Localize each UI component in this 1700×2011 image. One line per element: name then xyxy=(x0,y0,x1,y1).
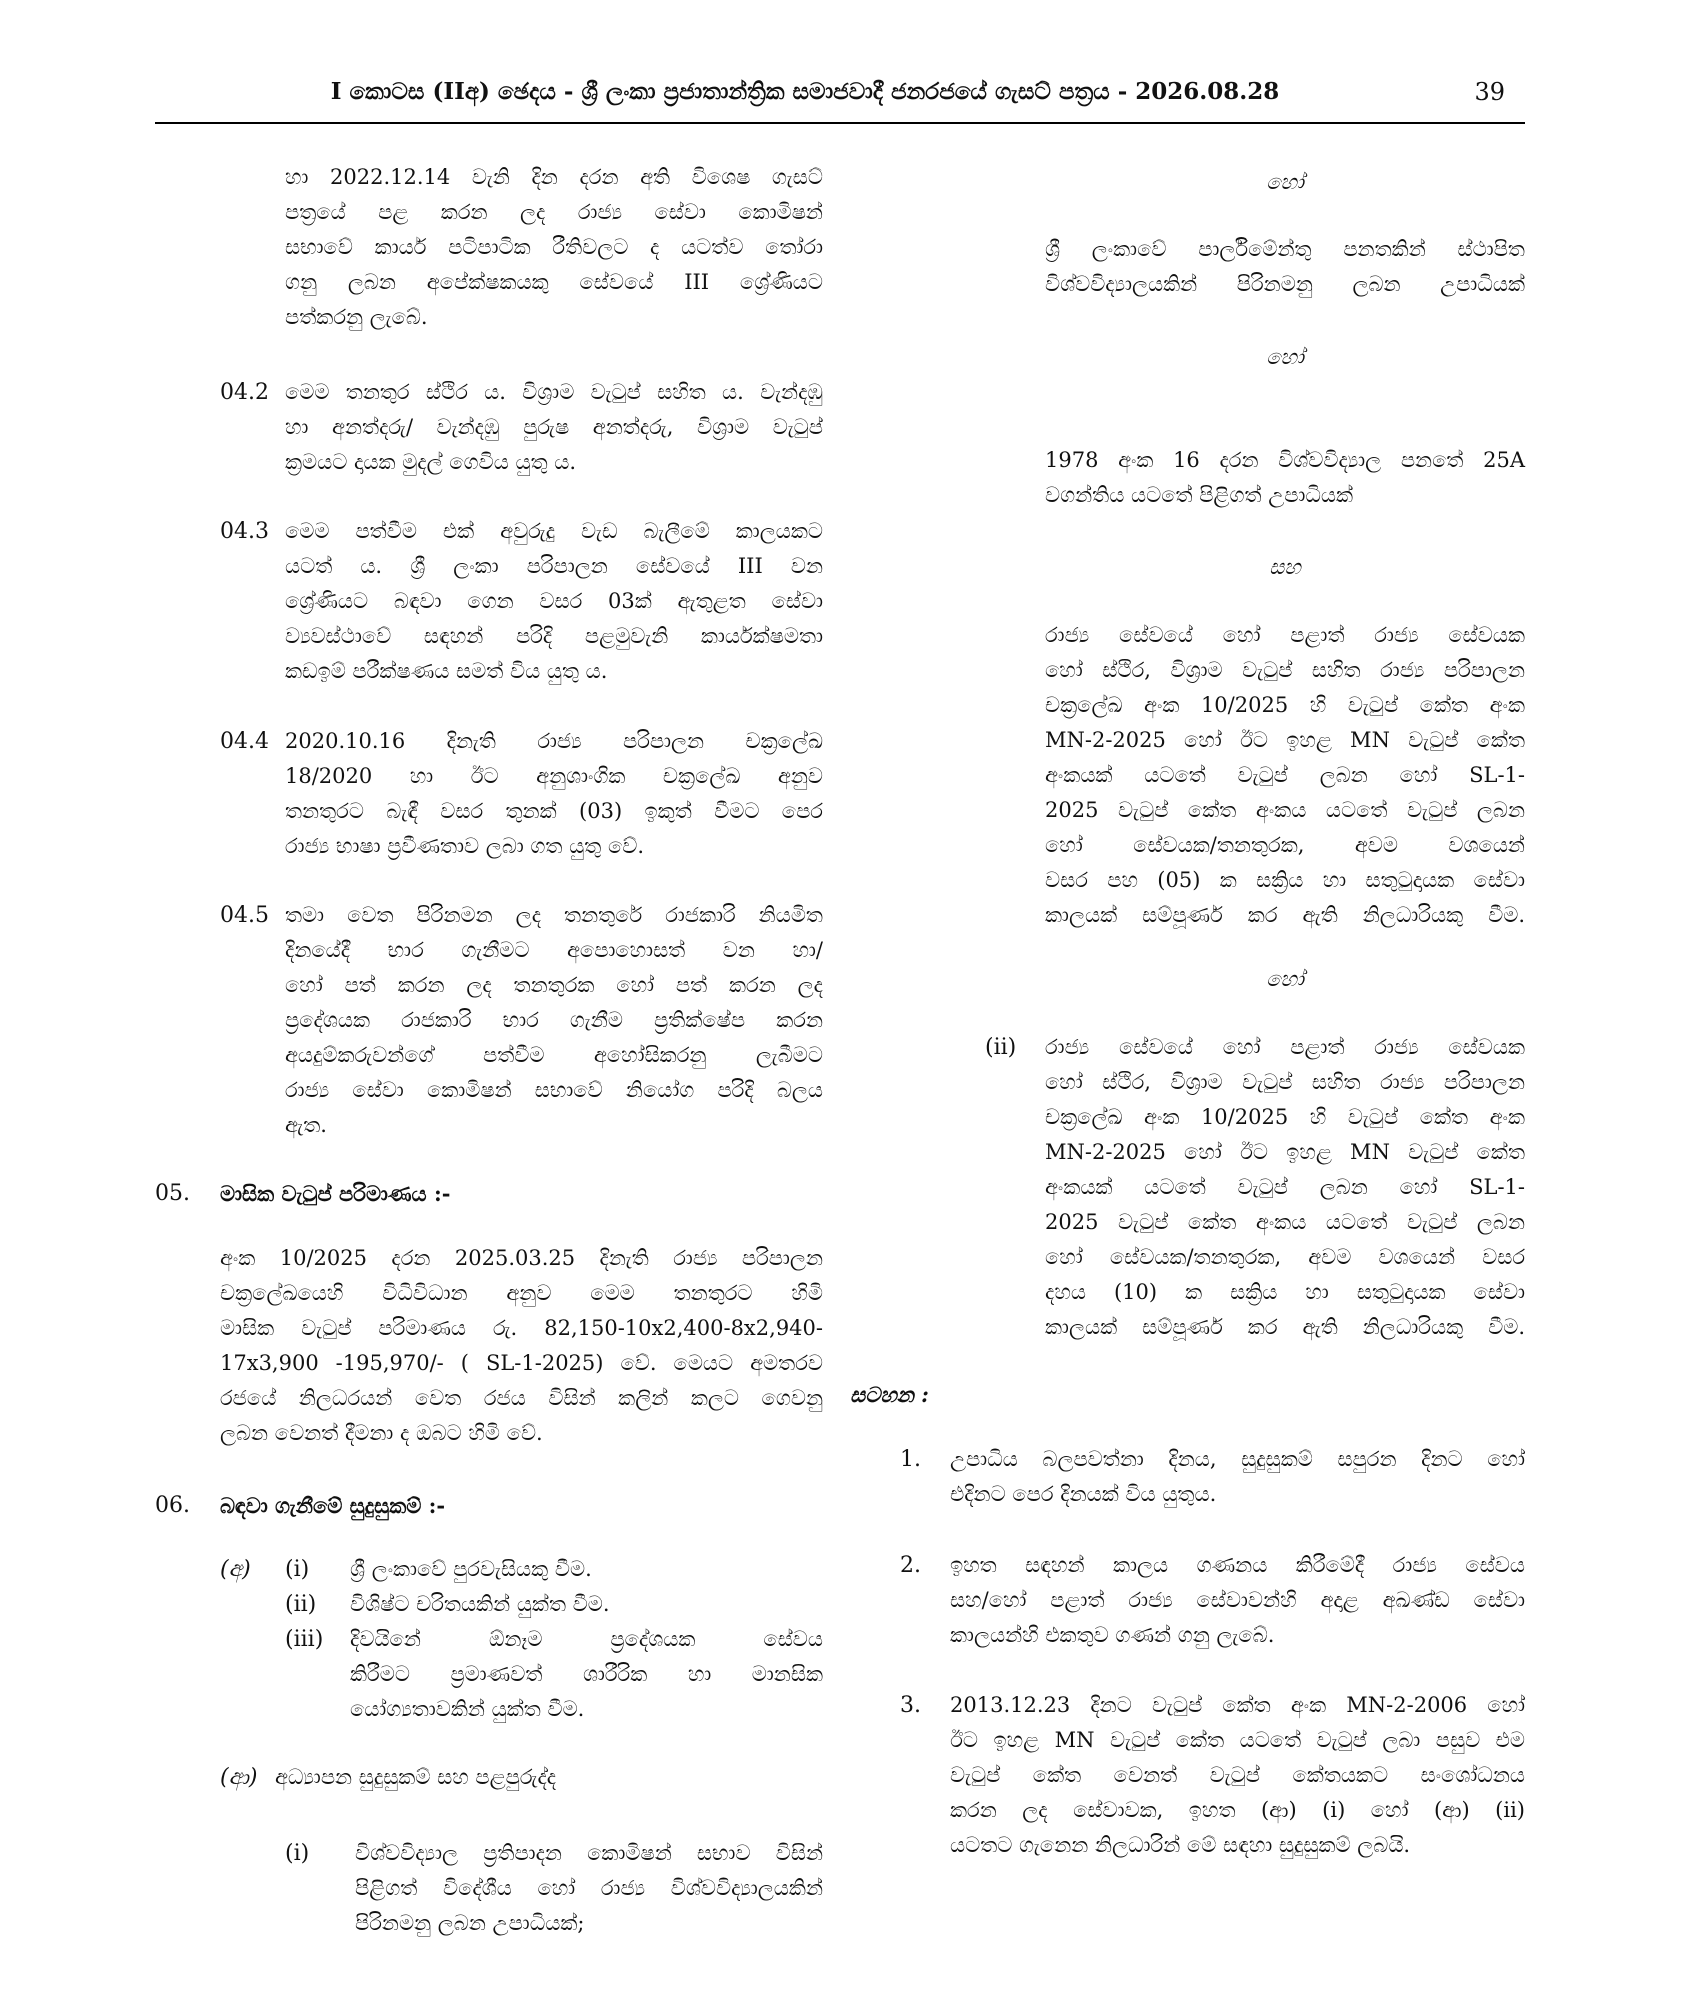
note-number: 2. xyxy=(900,1553,921,1578)
intro-paragraph xyxy=(285,160,823,335)
section-number-04-3: 04.3 xyxy=(220,519,269,544)
or-label: හෝ xyxy=(1266,170,1304,194)
section-04-4-text xyxy=(285,724,823,864)
section-04-2-text xyxy=(285,375,823,480)
text-line: අංකයක් යටතේ වැටුප් ලබන හෝ SL-1- xyxy=(1045,1175,1525,1199)
text-line: රාජ්‍ය භාෂා ප්‍රවීණතාව ලබා ගත යුතු වේ. xyxy=(285,834,645,858)
item-aa-i-text xyxy=(355,1836,823,1941)
text-line: චක්‍රලේඛ අංක 10/2025 හි වැටුප් කේත අංක xyxy=(1045,1105,1525,1129)
text-line: තනතුරට බැඳී වසර තුනක් (03) ඉකුත් වීමට පෙර xyxy=(285,799,823,823)
text-line: හෝ පත් කරන ලද තනතුරක හෝ පත් කරන ලද xyxy=(285,973,823,997)
item-a-iii-text xyxy=(350,1622,823,1727)
page-header xyxy=(155,78,1525,124)
text-line: ශ්‍රේණියට බඳවා ගෙන වසර 03ක් ඇතුළත සේවා xyxy=(285,589,823,613)
section-number-06: 06. xyxy=(155,1493,190,1518)
text-line: කරන ලද සේවාවක, ඉහත (ආ) (i) හෝ (ආ) (ii) xyxy=(950,1798,1525,1822)
section-number-04-2: 04.2 xyxy=(220,380,269,405)
text-line: පිරිනමනු ලබන උපාධියක්; xyxy=(355,1911,585,1935)
or-label: හෝ xyxy=(1266,967,1304,991)
note-number: 1. xyxy=(900,1447,921,1472)
text-line: ක්‍රමයට දායක මුදල් ගෙවිය යුතු ය. xyxy=(285,450,577,474)
section-05-text xyxy=(220,1241,823,1451)
text-line: උපාධිය බලපවත්නා දිනය, සුදුසුකම් සපුරන දිනට හෝ xyxy=(950,1447,1525,1471)
text-line: 1978 අංක 16 දරන විශ්වවිද්‍යාල පනතේ 25A xyxy=(1045,448,1525,472)
text-line: ලබන වෙනත් දීමනා ද ඔබට හිමි වේ. xyxy=(220,1421,543,1445)
act-25a-degree xyxy=(1045,443,1525,513)
text-line: තමා වෙත පිරිනමන ලද තනතුරේ රාජකාරි නියමිත xyxy=(285,903,823,927)
text-line: හෝ ස්ථිර, විශ්‍රාම වැටුප් සහිත රාජ්‍ය පරිපාලන xyxy=(1045,1070,1525,1094)
text-line: අංක 10/2025 දරන 2025.03.25 දිනැති රාජ්‍ය පරිපාලන xyxy=(220,1246,823,1270)
item-number: (ii) xyxy=(985,1035,1017,1060)
text-line: ඇත. xyxy=(285,1113,327,1137)
note-1-text xyxy=(950,1442,1525,1512)
subsection-aa-heading: අධ්‍යාපන සුදුසුකම් සහ පළපුරුද්ද xyxy=(275,1765,557,1789)
notes-label: සටහන : xyxy=(850,1382,929,1407)
text-line: කාලයක් සම්පූර්ණ කර ඇති නිලධාරියකු වීම. xyxy=(1045,1315,1525,1339)
note-number: 3. xyxy=(900,1693,921,1718)
text-line: යෝග්‍යතාවකින් යුක්ත වීම. xyxy=(350,1697,585,1721)
text-line: චක්‍රලේඛ අංක 10/2025 හි වැටුප් කේත අංක xyxy=(1045,693,1525,717)
text-line: වැටුප් කේත වෙනත් වැටුප් කේතයකට සංශෝධනය xyxy=(950,1763,1525,1787)
text-line: වසර පහ (05) ක සක්‍රිය හා සතුටුදායක සේවා xyxy=(1045,868,1525,892)
text-line: හෝ සේවයක/තනතුරක, අවම වශයෙන් වසර xyxy=(1045,1245,1525,1269)
text-line: සභාවේ කාර්ය පටිපාටික රීතිවලට ද යටත්ව තෝරා xyxy=(285,235,823,259)
text-line: යටත් ය. ශ්‍රී ලංකා පරිපාලන සේවයේ III වන xyxy=(285,554,823,578)
or-label: හෝ xyxy=(1266,345,1304,369)
note-2-text xyxy=(950,1548,1525,1653)
text-line: දහය (10) ක සක්‍රිය හා සතුටුදායක සේවා xyxy=(1045,1280,1525,1304)
section-number-04-4: 04.4 xyxy=(220,729,269,754)
item-number: (iii) xyxy=(285,1627,324,1652)
text-line: යටතට ගැනෙන නිලධාරින් මේ සඳහා සුදුසුකම් ලබයි. xyxy=(950,1833,1411,1857)
item-a-ii-text: විශිෂ්ට චරිතයකින් යුක්ත වීම. xyxy=(350,1592,610,1616)
text-line: 18/2020 හා ඊට අනුශාංගික චක්‍රලේඛ අනුව xyxy=(285,764,823,788)
section-04-5-text xyxy=(285,898,823,1143)
section-number-05: 05. xyxy=(155,1181,190,1206)
text-line: ප්‍රදේශයක රාජකාරි භාර ගැනීම ප්‍රතික්ෂේප කරන xyxy=(285,1008,823,1032)
text-line: විශ්වවිද්‍යාලයකින් පිරිනමනු ලබන උපාධියක් xyxy=(1045,272,1525,296)
text-line: MN-2-2025 හෝ ඊට ඉහළ MN වැටුප් කේත xyxy=(1045,728,1525,752)
text-line: කාලයන්හි එකතුව ගණන් ගනු ලැබේ. xyxy=(950,1623,1275,1647)
section-04-3-text xyxy=(285,514,823,689)
experience-five-years xyxy=(1045,618,1525,933)
item-number: (ii) xyxy=(285,1592,317,1617)
section-number-04-5: 04.5 xyxy=(220,903,269,928)
text-line: පිළිගත් විදේශීය හෝ රාජ්‍ය විශ්වවිද්‍යාලයකින් xyxy=(355,1876,823,1900)
text-line: දිනයේදී භාර ගැනීමට අපොහොසත් වන හා/ xyxy=(285,938,823,962)
page-number: 39 xyxy=(1474,78,1505,106)
item-number: (i) xyxy=(285,1557,310,1582)
text-line: 2025 වැටුප් කේත අංකය යටතේ වැටුප් ලබන xyxy=(1045,1210,1525,1234)
text-line: කඩඉම් පරීක්ෂණය සමත් විය යුතු ය. xyxy=(285,659,608,683)
text-line: 2013.12.23 දිනට වැටුප් කේත අංක MN-2-2006 හෝ xyxy=(950,1693,1525,1717)
text-line: මෙම පත්වීම එක් අවුරුදු වැඩ බැලීමේ කාලයකට xyxy=(285,519,823,543)
text-line: එදිනට පෙර දිනයක් විය යුතුය. xyxy=(950,1482,1217,1506)
text-line: හෝ ස්ථිර, විශ්‍රාම වැටුප් සහිත රාජ්‍ය පරිපාලන xyxy=(1045,658,1525,682)
note-3-text xyxy=(950,1688,1525,1863)
text-line: කාලයක් සම්පූර්ණ කර ඇති නිලධාරියකු වීම. xyxy=(1045,903,1525,927)
text-line: රජයේ නිලධරයන් වෙත රජය විසින් කලින් කලට ගෙවනු xyxy=(220,1386,823,1410)
experience-ten-years xyxy=(1045,1030,1525,1345)
section-05-heading: මාසික වැටුප් පරිමාණය :- xyxy=(220,1181,451,1206)
item-a-i-text: ශ්‍රී ලංකාවේ පුරවැසියකු වීම. xyxy=(350,1557,592,1581)
text-line: ගනු ලබන අපේක්ෂකයකු සේවයේ III ශ්‍රේණියට xyxy=(285,270,823,294)
gazette-title: I කොටස (IIඅ) ඡෙදය - ශ්‍රී ලංකා ප්‍රජාතාන්ත්‍රික සමාජවාදී ජනරජයේ ගැසට් පත්‍රය - 2026.08.28 xyxy=(330,78,1280,105)
text-line: රාජ්‍ය සේවා කොමිෂන් සභාවේ නියෝග පරිදි බලය xyxy=(285,1078,823,1102)
text-line: සහ/හෝ පළාත් රාජ්‍ය සේවාවන්හි අදාළ අඛණ්ඩ සේවා xyxy=(950,1588,1525,1612)
text-line: පත්‍රයේ පළ කරන ලද රාජ්‍ය සේවා කොමිෂන් xyxy=(285,200,823,224)
item-number: (i) xyxy=(285,1841,310,1866)
text-line: හෝ සේවයක/තනතුරක, අවම වශයෙන් xyxy=(1045,833,1525,857)
text-line: අංකයක් යටතේ වැටුප් ලබන හෝ SL-1- xyxy=(1045,763,1525,787)
text-line: රාජ්‍ය සේවයේ හෝ පළාත් රාජ්‍ය සේවයක xyxy=(1045,1035,1525,1059)
text-line: 2025 වැටුප් කේත අංකය යටතේ වැටුප් ලබන xyxy=(1045,798,1525,822)
text-line: ඉහත සඳහන් කාලය ගණනය කිරීමේදී රාජ්‍ය සේවය xyxy=(950,1553,1525,1577)
text-line: ව්‍යවස්ථාවේ සඳහන් පරිදි පළමුවැනි කාර්යක්ෂමතා xyxy=(285,624,823,648)
text-line: මෙම තනතුර ස්ථිර ය. විශ්‍රාම වැටුප් සහිත ය. වැන්දඹු xyxy=(285,380,823,404)
text-line: විශ්වවිද්‍යාල ප්‍රතිපාදන කොමිෂන් සභාව විසින් xyxy=(355,1841,823,1865)
text-line: චක්‍රලේඛයෙහි විධිවිධාන අනුව මෙම තනතුරට හිමි xyxy=(220,1281,823,1305)
text-line: මාසික වැටුප් පරිමාණය රු. 82,150-10x2,400-8x2,940- xyxy=(220,1316,823,1340)
text-line: වගන්තිය යටතේ පිළිගත් උපාධියක් xyxy=(1045,483,1354,507)
text-line: අයදුම්කරුවන්ගේ පත්වීම අහෝසිකරනු ලැබීමට xyxy=(285,1043,823,1067)
text-line: MN-2-2025 හෝ ඊට ඉහළ MN වැටුප් කේත xyxy=(1045,1140,1525,1164)
text-line: කිරීමට ප්‍රමාණවත් ශාරීරික හා මානසික xyxy=(350,1662,823,1686)
section-06-heading: බඳවා ගැනීමේ සුදුසුකම් :- xyxy=(220,1493,446,1518)
text-line: 2020.10.16 දිනැති රාජ්‍ය පරිපාලන චක්‍රලේඛ xyxy=(285,729,823,753)
text-line: රාජ්‍ය සේවයේ හෝ පළාත් රාජ්‍ය සේවයක xyxy=(1045,623,1525,647)
text-line: පත්කරනු ලැබේ. xyxy=(285,305,428,329)
text-line: හා 2022.12.14 වැනි දින දරන අති විශෙෂ ගැසට් xyxy=(285,165,823,189)
and-label: සහ xyxy=(1269,555,1301,579)
subsection-aa-label: (ආ) xyxy=(220,1765,258,1790)
text-line: 17x3,900 -195,970/- ( SL-1-2025) වේ. මෙයට අමතරව xyxy=(220,1351,823,1375)
text-line: ඊට ඉහළ MN වැටුප් කේත යටතේ වැටුප් ලබා පසුව එම xyxy=(950,1728,1525,1752)
text-line: ශ්‍රී ලංකාවේ පාර්ලිමේන්තු පනතකින් ස්ථාපිත xyxy=(1045,237,1525,261)
local-university-degree xyxy=(1045,232,1525,302)
text-line: හා අනත්දරු/ වැන්දඹු පුරුෂ අනත්දරු, විශ්‍රාම වැටුප් xyxy=(285,415,823,439)
subsection-a-label: (අ) xyxy=(220,1557,251,1582)
text-line: දිවයිනේ ඕනෑම ප්‍රදේශයක සේවය xyxy=(350,1627,823,1651)
